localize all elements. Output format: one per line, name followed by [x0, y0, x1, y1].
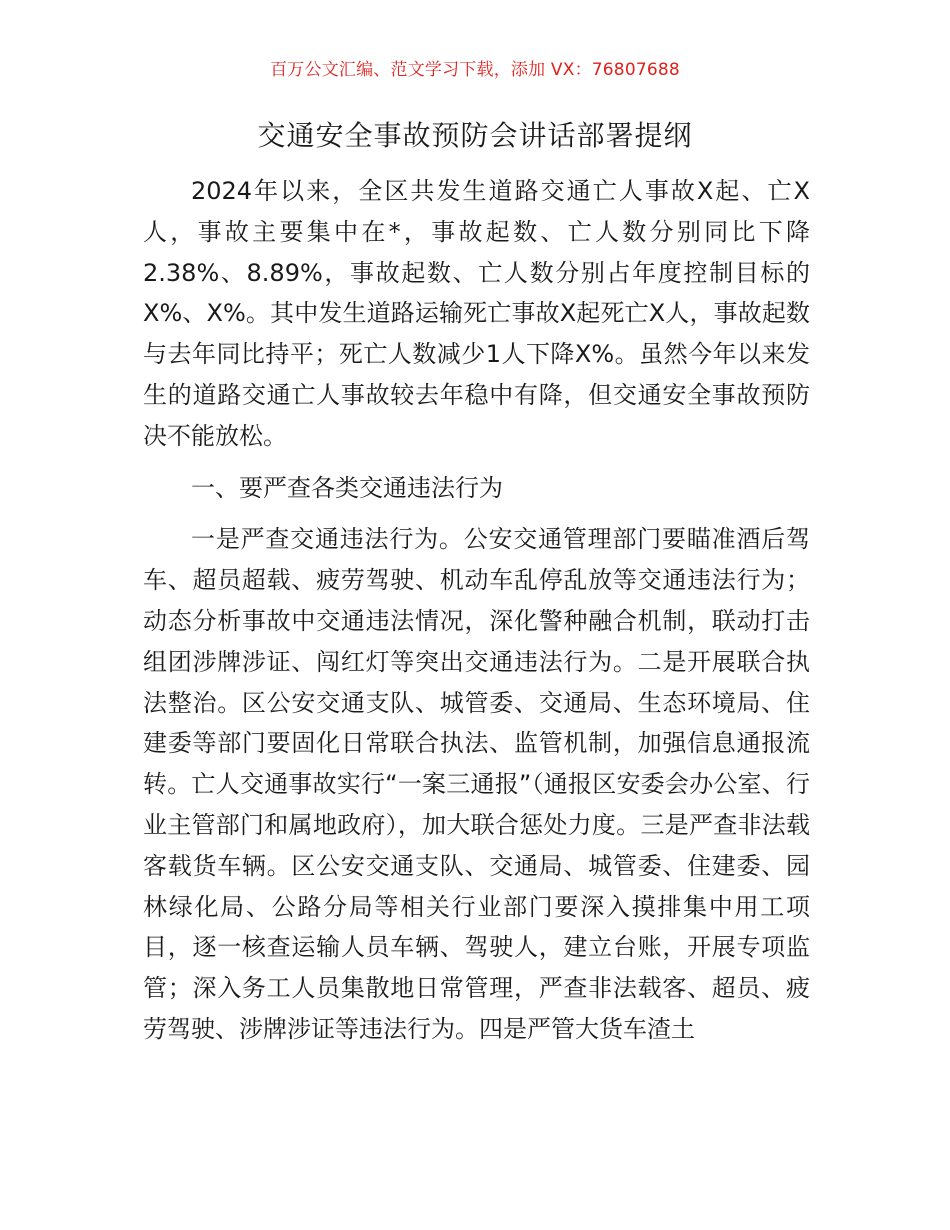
section-1-paragraph: 一是严查交通违法行为。公安交通管理部门要瞄准酒后驾车、超员超载、疲劳驾驶、机动车乱停乱放等交通违法行为；动态分析事故中交通违法情况，深化警种融合机制，联动打击组团涉牌涉证、闯红灯等突出交通违法行为。二是开展联合执法整治。区公安交通支队、城管委、交通局、生态环境局、住建委等部门要固化日常联合执法、监管机制，加强信息通报流转。亡人交通事故实行“一案三通报”（通报区安委会办公室、行业主管部门和属地政府），加大联合惩处力度。三是严查非法载客载货车辆。区公安交通支队、交通局、城管委、住建委、园林绿化局、公路分局等相关行业部门要深入摸排集中用工项目，逐一核查运输人员车辆、驾驶人，建立台账，开展专项监管；深入务工人员集散地日常管理，严查非法载客、超员、疲劳驾驶、涉牌涉证等违法行为。四是严管大货车渣土 [143, 525, 810, 1043]
intro-paragraph: 2024年以来，全区共发生道路交通亡人事故X起、亡X人，事故主要集中在*，事故起数、亡人数分别同比下降2.38%、8.89%，事故起数、亡人数分别占年度控制目标的X%、X%。其中发生道路运输死亡事故X起死亡X人，事故起数与去年同比持平；死亡人数减少1人下降X%。虽然今年以来发生的道路交通亡人事故较去年稳中有降，但交通安全事故预防决不能放松。 [143, 177, 810, 450]
header-watermark-note: 百万公文汇编、范文学习下载，添加 VX：76807688 [270, 60, 680, 80]
document-title: 交通安全事故预防会讲话部署提纲 [257, 119, 693, 152]
document-body [143, 171, 810, 1050]
section-heading-1: 一、要严查各类交通违法行为 [191, 473, 503, 502]
